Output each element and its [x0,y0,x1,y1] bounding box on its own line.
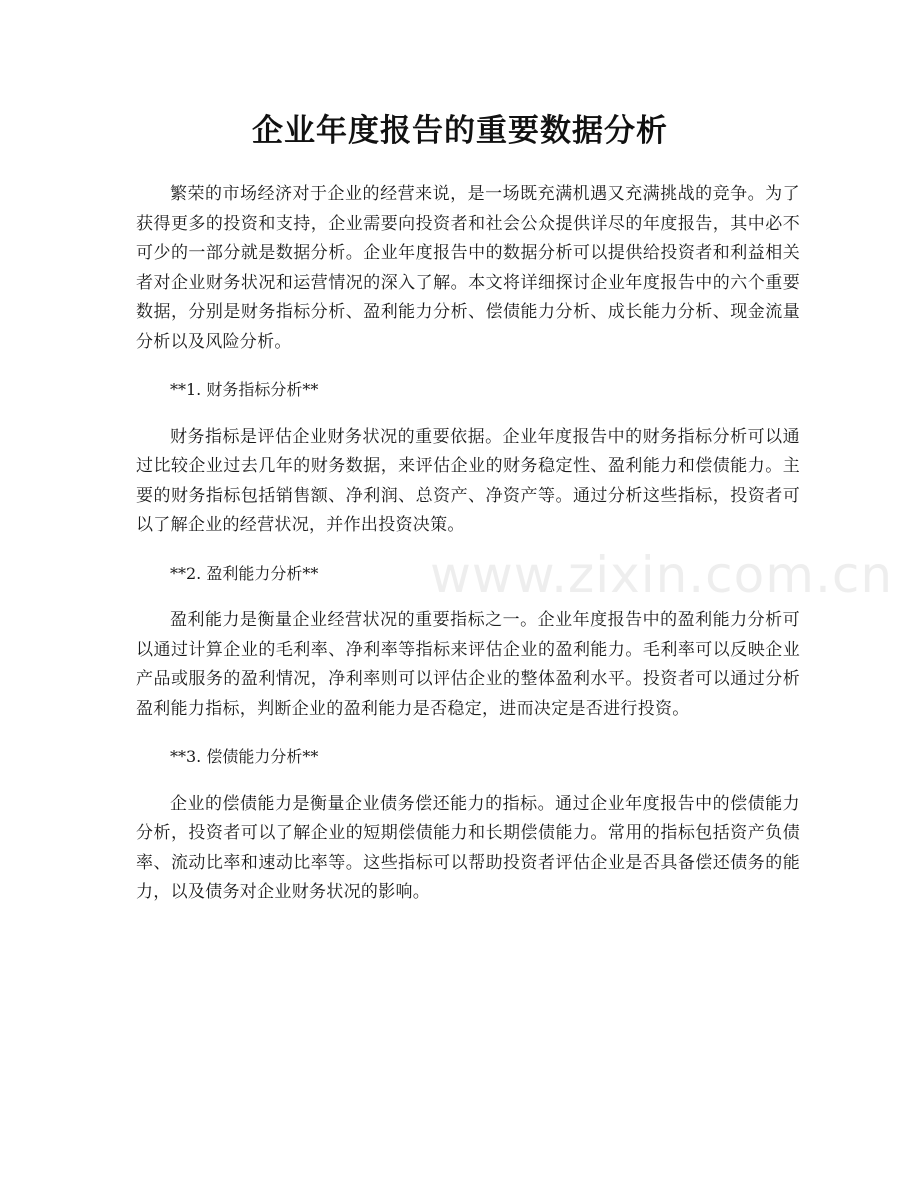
section-heading-3: **3. 偿债能力分析** [170,747,319,766]
section-body-3: 企业的偿债能力是衡量企业债务偿还能力的指标。通过企业年度报告中的偿债能力分析，投资者可以了解企业的短期偿债能力和长期偿债能力。常用的指标包括资产负债率、流动比率和速动比率等。这些指标可以帮助投资者评估企业是否具备偿还债务的能力，以及债务对企业财务状况的影响。 [136,793,800,902]
section-body-2: 盈利能力是衡量企业经营状况的重要指标之一。企业年度报告中的盈利能力分析可以通过计算企业的毛利率、净利率等指标来评估企业的盈利能力。毛利率可以反映企业产品或服务的盈利情况，净利率则可以评估企业的整体盈利水平。投资者可以通过分析盈利能力指标，判断企业的盈利能力是否稳定，进而决定是否进行投资。 [136,610,800,719]
document-body [136,180,800,926]
section-heading-1: **1. 财务指标分析** [170,380,319,399]
section-body-1: 财务指标是评估企业财务状况的重要依据。企业年度报告中的财务指标分析可以通过比较企业过去几年的财务数据，来评估企业的财务稳定性、盈利能力和偿债能力。主要的财务指标包括销售额、净利润、总资产、净资产等。通过分析这些指标，投资者可以了解企业的经营状况，并作出投资决策。 [136,426,800,535]
watermark-text: www.zixin.com.cn [430,546,894,604]
intro-paragraph: 繁荣的市场经济对于企业的经营来说，是一场既充满机遇又充满挑战的竞争。为了获得更多的投资和支持，企业需要向投资者和社会公众提供详尽的年度报告，其中必不可少的一部分就是数据分析。企业年度报告中的数据分析可以提供给投资者和利益相关者对企业财务状况和运营情况的深入了解。本文将详细探讨企业年度报告中的六个重要数据，分别是财务指标分析、盈利能力分析、偿债能力分析、成长能力分析、现金流量分析以及风险分析。 [136,184,800,352]
section-heading-2: **2. 盈利能力分析** [170,563,319,583]
document-title: 企业年度报告的重要数据分析 [252,113,668,149]
